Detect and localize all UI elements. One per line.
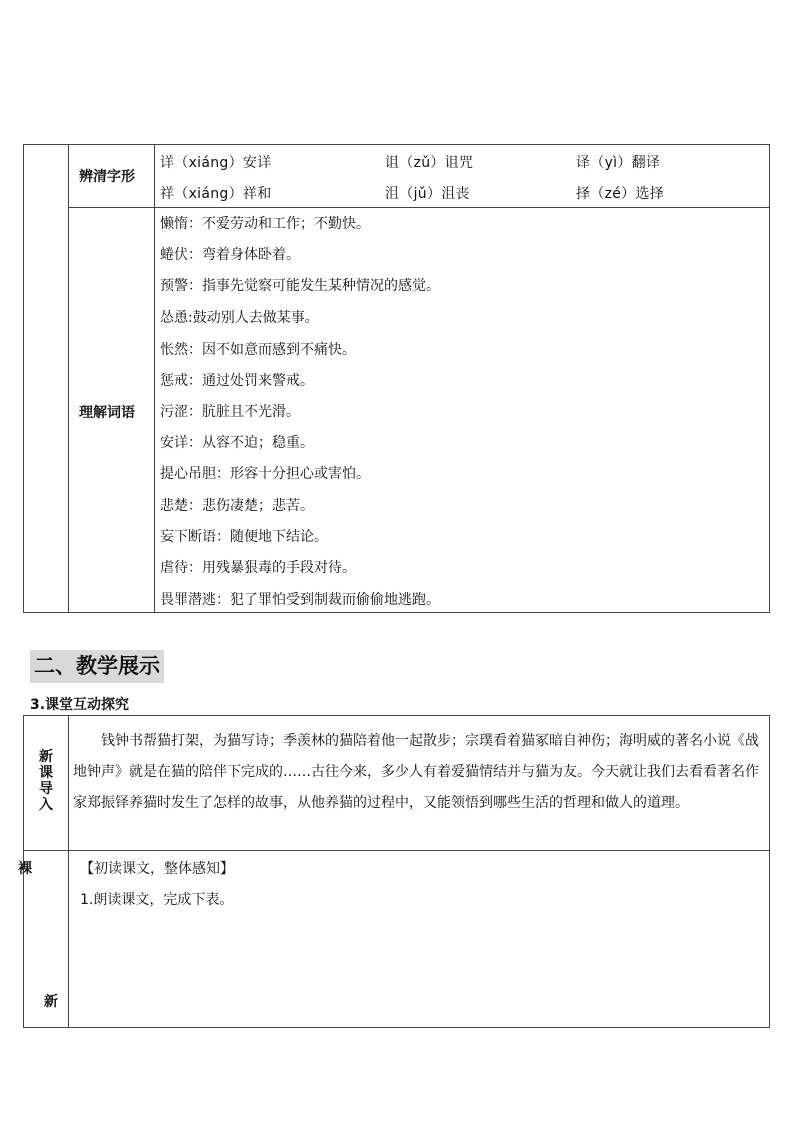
- column-divider: [154, 145, 155, 612]
- intro-paragraph: 钱钟书帮猫打架，为猫写诗；季羡林的猫陪着他一起散步；宗璞看着猫冢暗自神伤；海明威的著名小说《战地钟声》就是在猫的陪伴下完成的……古往今来，多少人有着爱猫情结并与猫为友。今天就让我们去看看著名作家郑振铎养猫时发生了怎样的故事，从他养猫的过程中，又能领悟到哪些生活的哲理和做人的道理。: [73, 733, 759, 811]
- intro-label: 新 课 导 入: [39, 749, 53, 813]
- section-subtitle: 3.课堂互动探究: [30, 697, 130, 713]
- term-item: 怅然：因不如意而感到不痛快。: [160, 342, 356, 358]
- task-item: 1.朗读课文，完成下表。: [80, 892, 234, 908]
- char-pair: 祥（xiáng）祥和: [160, 186, 272, 202]
- char-pair: 译（yì）翻译: [576, 155, 661, 171]
- term-item: 蜷伏：弯着身体卧着。: [160, 247, 300, 263]
- char-pair: 择（zé）选择: [576, 186, 665, 202]
- row-divider: [24, 850, 769, 851]
- section-title: 二、教学展示: [30, 650, 164, 683]
- term-item: 妄下断语：随便地下结论。: [160, 529, 328, 545]
- new-label: 新: [44, 994, 58, 1010]
- column-divider: [68, 716, 69, 1027]
- term-item: 安详：从容不迫；稳重。: [160, 435, 314, 451]
- lesson-table: [23, 715, 770, 1028]
- term-item: 预警：指事先觉察可能发生某种情况的感觉。: [160, 278, 440, 294]
- char-pair: 诅（zǔ）诅咒: [385, 155, 474, 171]
- vocab-table: [23, 144, 770, 613]
- term-item: 悲楚：悲伤凄楚；悲苦。: [160, 498, 314, 514]
- term-item: 提心吊胆：形容十分担心或害怕。: [160, 466, 370, 482]
- term-item: 懒惰：不爱劳动和工作；不勤快。: [160, 216, 370, 232]
- first-read-heading: 【初读课文，整体感知】: [80, 861, 234, 877]
- distinguish-label: 辨清字形: [79, 169, 135, 185]
- term-item: 污涩：肮脏且不光滑。: [160, 404, 300, 420]
- char-pair: 详（xiáng）安详: [160, 155, 272, 171]
- column-divider: [68, 145, 69, 612]
- understand-label: 理解词语: [79, 405, 135, 421]
- term-item: 畏罪潜逃：犯了罪怕受到制裁而偷偷地逃跑。: [160, 592, 440, 608]
- stray-char: 裸: [18, 861, 32, 877]
- char-pair: 沮（jǔ）沮丧: [385, 186, 470, 202]
- term-item: 虐待：用残暴狠毒的手段对待。: [160, 560, 356, 576]
- term-item: 怂恿:鼓动别人去做某事。: [160, 310, 319, 326]
- row-divider: [68, 207, 769, 208]
- term-item: 惩戒：通过处罚来警戒。: [160, 373, 314, 389]
